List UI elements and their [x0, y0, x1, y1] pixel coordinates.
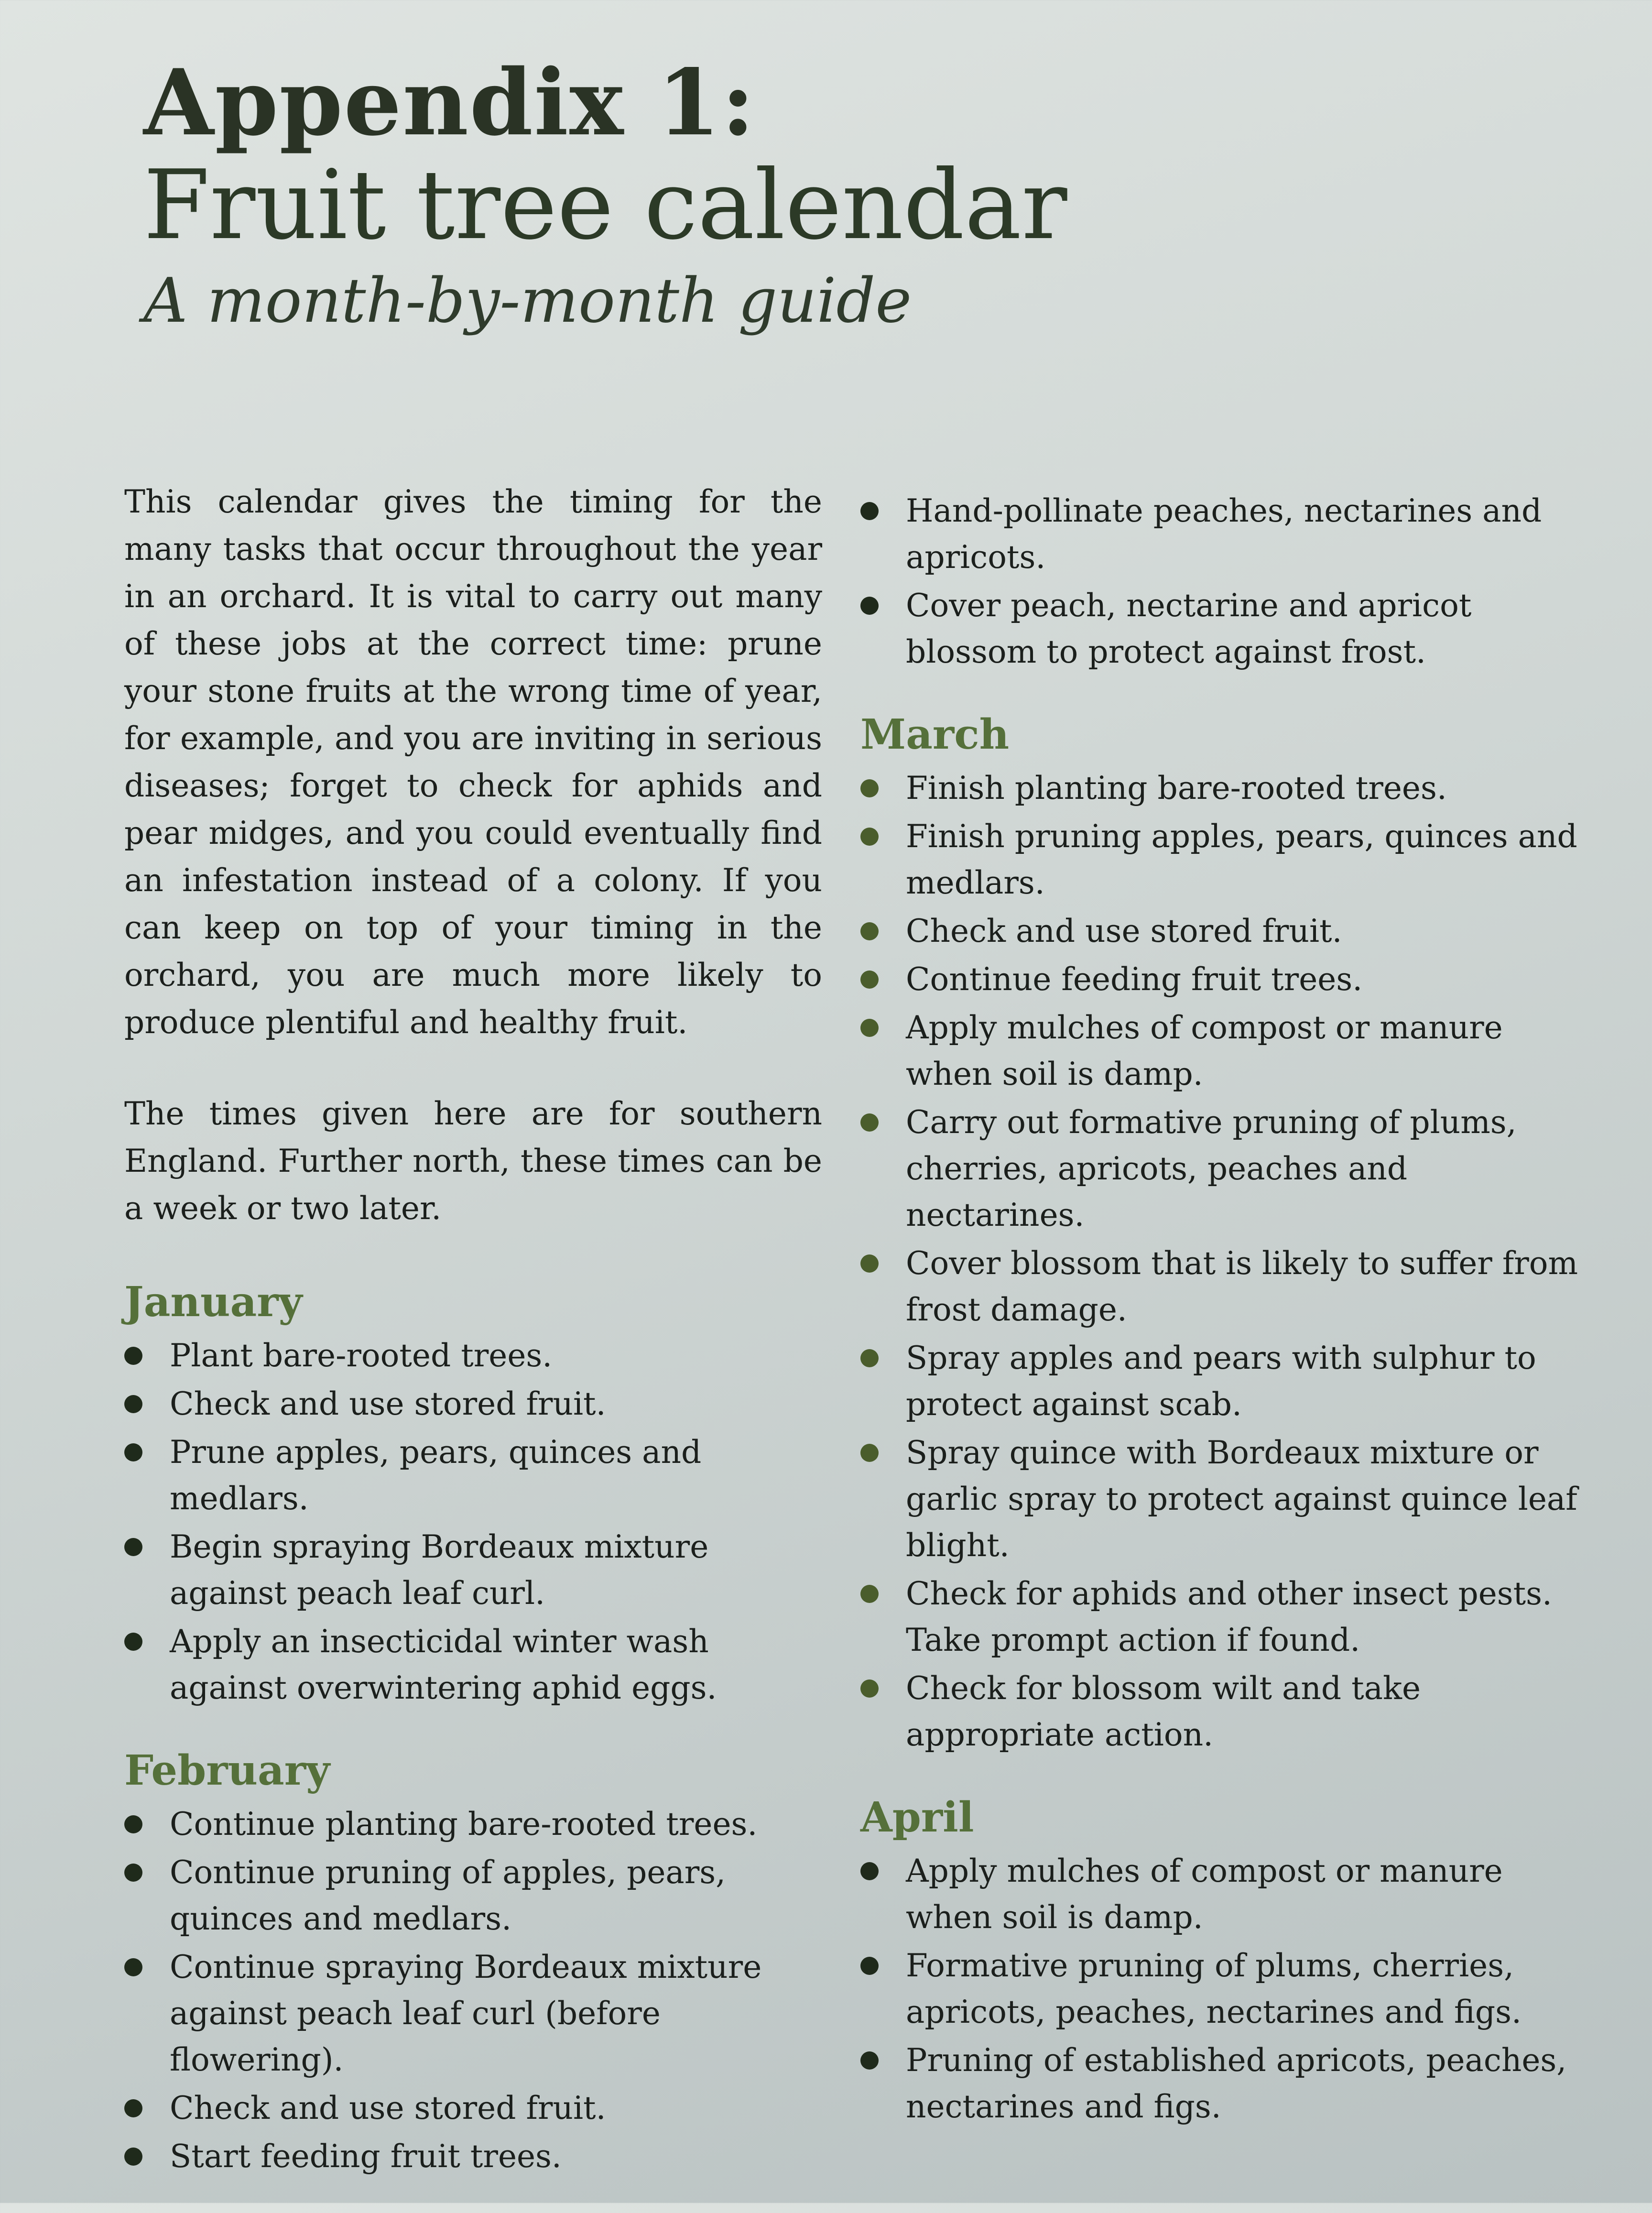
january-task-list — [124, 1332, 822, 1711]
bullet-icon — [124, 1347, 142, 1365]
page-subtitle: A month-by-month guide — [143, 265, 912, 337]
list-item — [860, 1429, 1587, 1569]
list-item — [860, 2037, 1587, 2130]
bullet-icon — [124, 1538, 142, 1556]
list-item — [860, 1665, 1587, 1758]
list-item — [124, 1381, 822, 1427]
list-item — [860, 1335, 1587, 1428]
task-text: Cover blossom that is likely to suffer from frost damage. — [906, 1245, 1578, 1328]
bullet-icon — [860, 502, 879, 520]
task-text: Formative pruning of plums, cherries, apricots, peaches, nectarines and figs. — [906, 1947, 1522, 2030]
task-text: Check and use stored fruit. — [170, 1385, 606, 1422]
task-text: Spray quince with Bordeaux mixture or garlic spray to protect against quince leaf blight. — [906, 1434, 1577, 1564]
list-item — [124, 1944, 822, 2083]
bullet-icon — [860, 1862, 879, 1880]
list-item — [124, 1332, 822, 1379]
list-item — [860, 1004, 1587, 1097]
april-task-list — [860, 1848, 1587, 2130]
bullet-icon — [124, 1633, 142, 1651]
bullet-icon — [124, 1958, 142, 1976]
list-item — [124, 2133, 822, 2180]
bullet-icon — [860, 1349, 879, 1367]
list-item — [860, 1240, 1587, 1333]
bullet-icon — [860, 1254, 879, 1273]
bullet-icon — [124, 1395, 142, 1413]
list-item — [124, 1801, 822, 1847]
list-item — [124, 1429, 822, 1522]
bullet-icon — [860, 1957, 879, 1975]
list-item — [860, 1570, 1587, 1663]
list-item — [124, 2085, 822, 2131]
bullet-icon — [860, 2051, 879, 2070]
list-item — [860, 582, 1587, 675]
month-heading-january: January — [124, 1278, 303, 1326]
list-item — [860, 956, 1587, 1003]
month-heading-april: April — [860, 1793, 974, 1842]
bullet-icon — [860, 1113, 879, 1132]
task-text: Check for aphids and other insect pests. Take prompt action if found. — [906, 1575, 1553, 1658]
bullet-icon — [124, 1815, 142, 1833]
list-item — [860, 908, 1587, 954]
task-text: Cover peach, nectarine and apricot blossom to protect against frost. — [906, 587, 1472, 670]
right-column — [860, 488, 1587, 2163]
bullet-icon — [860, 1679, 879, 1698]
month-heading-february: February — [124, 1746, 330, 1795]
february-task-list-continued — [860, 488, 1587, 675]
list-item — [124, 1849, 822, 1942]
task-text: Continue spraying Bordeaux mixture against peach leaf curl (before flowering). — [170, 1949, 762, 2078]
task-text: Check for blossom wilt and take appropriate action. — [906, 1670, 1421, 1753]
task-text: Continue planting bare-rooted trees. — [170, 1806, 758, 1842]
task-text: Continue feeding fruit trees. — [906, 961, 1363, 998]
page-title: Appendix 1: — [143, 49, 756, 156]
page-title-sub: Fruit tree calendar — [143, 150, 1067, 261]
task-text: Apply mulches of compost or manure when soil is damp. — [906, 1009, 1503, 1092]
list-item — [860, 1848, 1587, 1940]
bullet-icon — [860, 922, 879, 940]
task-text: Continue pruning of apples, pears, quinces and medlars. — [170, 1854, 726, 1937]
list-item — [124, 1524, 822, 1616]
task-text: Check and use stored fruit. — [906, 913, 1342, 949]
task-text: Prune apples, pears, quinces and medlars. — [170, 1434, 702, 1517]
task-text: Plant bare-rooted trees. — [170, 1337, 553, 1374]
task-text: Finish pruning apples, pears, quinces and medlars. — [906, 818, 1577, 901]
february-task-list — [124, 1801, 822, 2180]
task-text: Apply an insecticidal winter wash against overwintering aphid eggs. — [170, 1623, 717, 1706]
intro-paragraph: This calendar gives the timing for the many tasks that occur throughout the year in an orchard. It is vital to carry out many of these jobs at the correct time: prune your stone fruits at the wrong time of year, for example, and you are inviting in serious diseases; forget to check for aphids and pear midges, and you could eventually find an infestation instead of a colony. If you can keep on top of your timing in the orchard, you are much more likely to produce plentiful and healthy fruit. — [124, 483, 822, 1041]
list-item — [860, 1942, 1587, 2035]
bullet-icon — [124, 1864, 142, 1882]
bullet-icon — [860, 597, 879, 615]
bullet-icon — [860, 828, 879, 846]
bullet-icon — [124, 2099, 142, 2117]
task-text: Carry out formative pruning of plums, cherries, apricots, peaches and nectarines. — [906, 1104, 1517, 1233]
bullet-icon — [860, 779, 879, 797]
bullet-icon — [124, 1443, 142, 1461]
list-item — [860, 1099, 1587, 1238]
bullet-icon — [860, 1585, 879, 1603]
title-block — [143, 49, 1067, 339]
task-text: Pruning of established apricots, peaches, nectarines and figs. — [906, 2042, 1567, 2125]
list-item — [124, 1618, 822, 1711]
month-heading-march: March — [860, 710, 1010, 759]
bullet-icon — [860, 1019, 879, 1037]
task-text: Start feeding fruit trees. — [170, 2138, 562, 2175]
task-text: Check and use stored fruit. — [170, 2090, 606, 2126]
list-item — [860, 813, 1587, 906]
task-text: Hand-pollinate peaches, nectarines and apricots. — [906, 492, 1542, 576]
bullet-icon — [860, 1444, 879, 1462]
left-column — [124, 478, 822, 2213]
bullet-icon — [124, 2148, 142, 2166]
task-text: Finish planting bare-rooted trees. — [906, 770, 1447, 807]
march-task-list — [860, 765, 1587, 1758]
task-text: Begin spraying Bordeaux mixture against peach leaf curl. — [170, 1528, 709, 1612]
list-item — [860, 488, 1587, 580]
bullet-icon — [860, 970, 879, 989]
task-text: Apply mulches of compost or manure when soil is damp. — [906, 1853, 1503, 1936]
task-text: Spray apples and pears with sulphur to protect against scab. — [906, 1340, 1536, 1423]
region-note-paragraph: The times given here are for southern England. Further north, these times can be a week or two later. — [124, 1095, 822, 1227]
list-item — [860, 765, 1587, 811]
